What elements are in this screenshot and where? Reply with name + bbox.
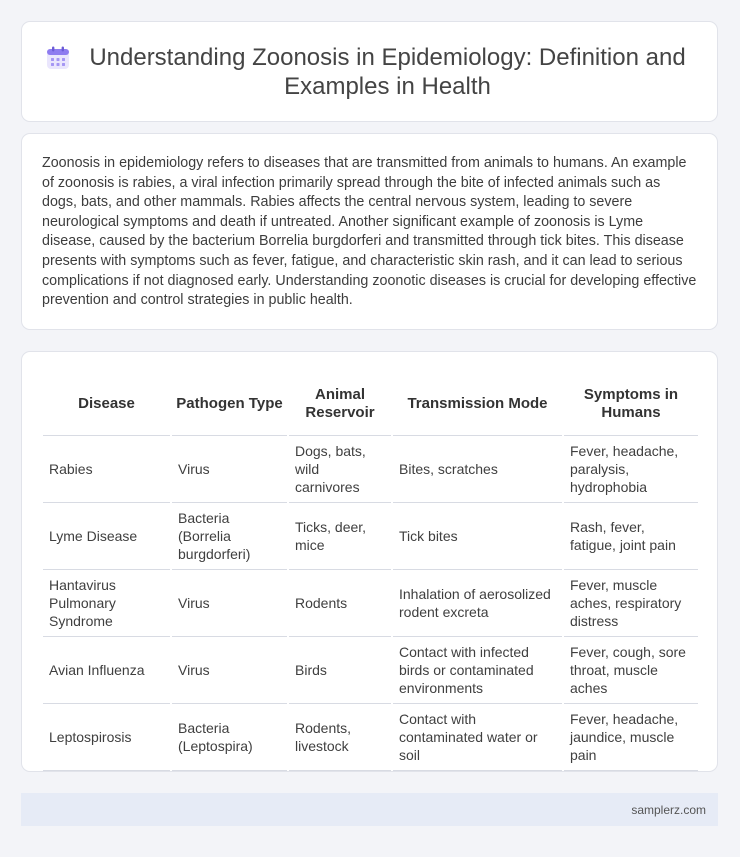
column-header: Disease <box>43 372 171 436</box>
table-cell: Virus <box>171 637 288 704</box>
table-cell: Inhalation of aerosolized rodent excreta <box>392 570 563 637</box>
table-cell: Hantavirus Pulmonary Syndrome <box>43 570 171 637</box>
table-cell: Fever, headache, jaundice, muscle pain <box>563 704 698 771</box>
table-cell: Dogs, bats, wild carnivores <box>288 436 392 503</box>
title-wrap <box>45 43 695 101</box>
column-header: Animal Reservoir <box>288 372 392 436</box>
table-cell: Fever, cough, sore throat, muscle aches <box>563 637 698 704</box>
intro-paragraph: Zoonosis in epidemiology refers to diseases that are transmitted from animals to humans. An example of zoonosis is rabies, a viral infection primarily spread through the bite of infected animals such as dogs, bats, and other mammals. Rabies affects the central nervous system, leading to severe neurological symptoms and death if untreated. Another significant example of zoonosis is Lyme disease, caused by the bacterium Borrelia burgdorferi and transmitted through tick bites. This disease presents with symptoms such as fever, fatigue, and characteristic skin rash, and it can lead to serious complications if not diagnosed early. Understanding zoonotic diseases is crucial for developing effective prevention and control strategies in public health. <box>42 155 697 309</box>
table-row <box>43 436 698 503</box>
table-cell: Fever, headache, paralysis, hydrophobia <box>563 436 698 503</box>
footer-site-link[interactable]: samplerz.com <box>631 802 706 817</box>
table-row <box>43 570 698 637</box>
page-title: Understanding Zoonosis in Epidemiology: Definition and Examples in Health <box>89 43 686 100</box>
column-header: Transmission Mode <box>392 372 563 436</box>
table-header-row <box>43 372 698 436</box>
table-cell: Lyme Disease <box>43 503 171 570</box>
table-cell: Rash, fever, fatigue, joint pain <box>563 503 698 570</box>
table-cell: Avian Influenza <box>43 637 171 704</box>
title-card <box>21 21 718 122</box>
table-cell: Bacteria (Leptospira) <box>171 704 288 771</box>
table-cell: Ticks, deer, mice <box>288 503 392 570</box>
table-cell: Virus <box>171 436 288 503</box>
table-cell: Fever, muscle aches, respiratory distress <box>563 570 698 637</box>
intro-card <box>21 133 718 330</box>
table-cell: Bites, scratches <box>392 436 563 503</box>
calendar-icon <box>45 45 71 71</box>
column-header: Pathogen Type <box>171 372 288 436</box>
zoonosis-table <box>43 372 698 771</box>
table-row <box>43 503 698 570</box>
footer <box>21 793 718 826</box>
table-cell: Rodents <box>288 570 392 637</box>
table-cell: Contact with infected birds or contaminated environments <box>392 637 563 704</box>
table-cell: Rodents, livestock <box>288 704 392 771</box>
table-cell: Birds <box>288 637 392 704</box>
column-header: Symptoms in Humans <box>563 372 698 436</box>
table-row <box>43 704 698 771</box>
table-cell: Contact with contaminated water or soil <box>392 704 563 771</box>
table-row <box>43 637 698 704</box>
table-cell: Leptospirosis <box>43 704 171 771</box>
table-card <box>21 351 718 772</box>
table-cell: Rabies <box>43 436 171 503</box>
table-cell: Bacteria (Borrelia burgdorferi) <box>171 503 288 570</box>
table-cell: Virus <box>171 570 288 637</box>
table-cell: Tick bites <box>392 503 563 570</box>
